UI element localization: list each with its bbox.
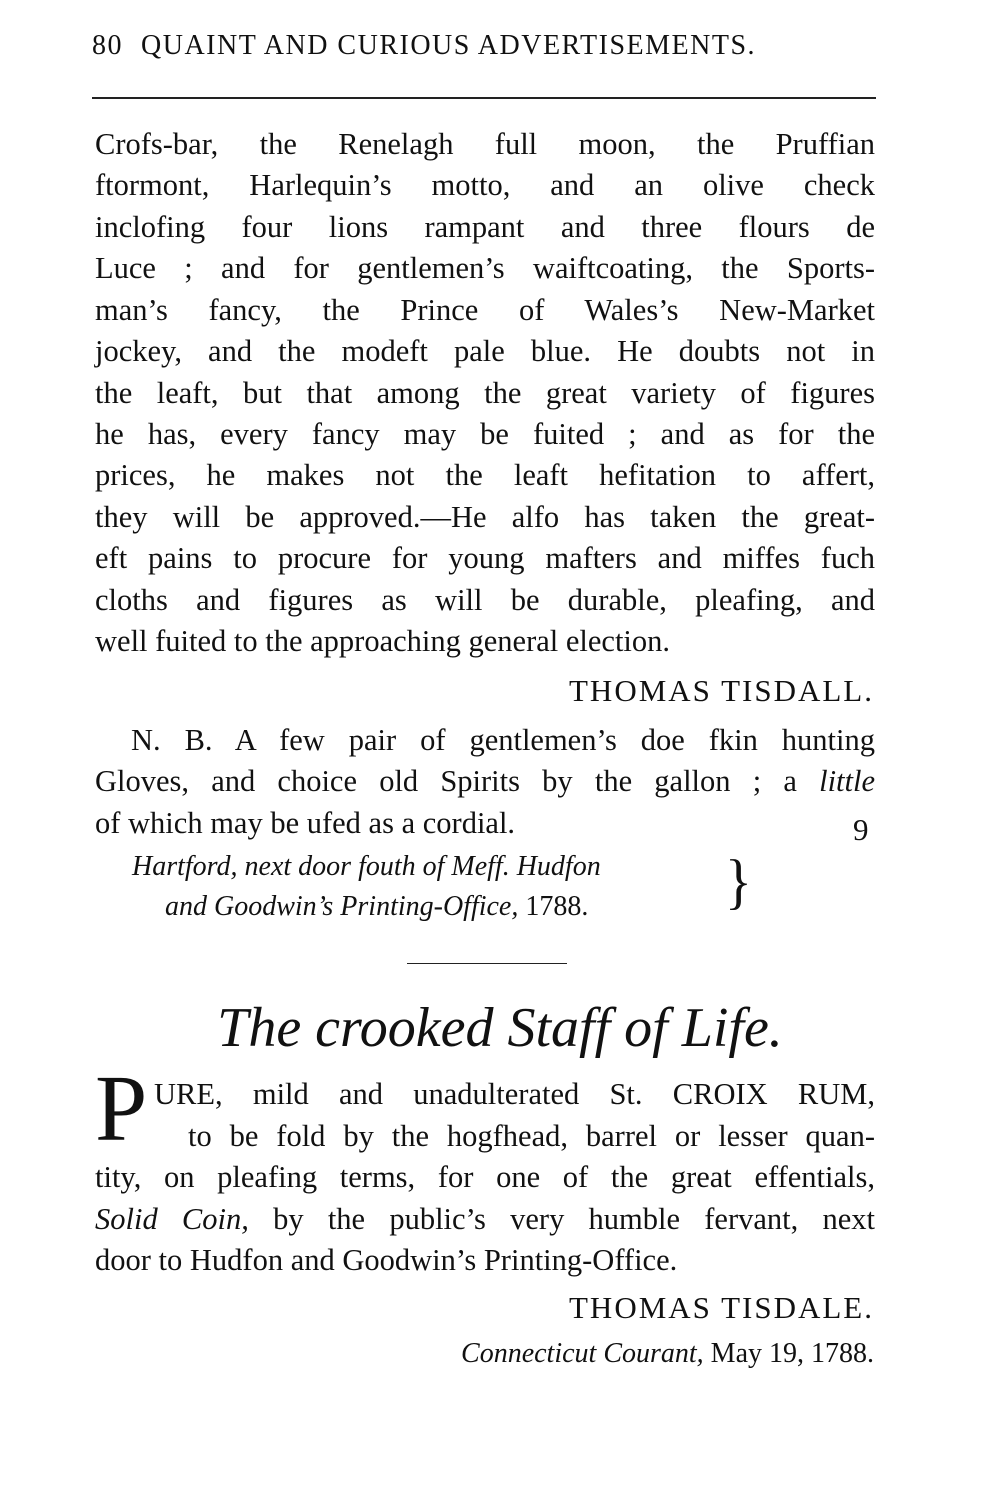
nb-line: of which may be ufed as a cordial.	[95, 806, 516, 840]
body-line: well fuited to the approaching general election.	[95, 624, 671, 658]
body-line: Luce ; and for gentlemen’s waiftcoating, the Sports-	[95, 251, 875, 285]
ad-line: to be fold by the hogfhead, barrel or lesser quan-	[188, 1119, 875, 1153]
place-line	[165, 891, 588, 923]
body-line: cloths and figures as will be durable, pleafing, and	[95, 583, 875, 617]
source-date: May 19, 1788.	[710, 1338, 874, 1369]
body-line: they will be approved.—He alfo has taken the great-	[95, 500, 875, 534]
running-header	[92, 30, 882, 62]
place-year: 1788.	[525, 891, 589, 922]
body-line: inclofing four lions rampant and three flours de	[95, 210, 875, 244]
body-line: Crofs-bar, the Renelagh full moon, the Pruffian	[95, 127, 875, 161]
place-line	[132, 851, 601, 883]
ad-line: tity, on pleafing terms, for one of the great effentials,	[95, 1160, 875, 1194]
place-text: and Goodwin’s Printing-Office,	[165, 891, 519, 922]
italic-phrase: Solid Coin,	[95, 1202, 249, 1236]
body-line: the leaft, but that among the great variety of figures	[95, 376, 875, 410]
body-line: man’s fancy, the Prince of Wales’s New-Market	[95, 293, 875, 327]
ad-number: 9	[853, 812, 869, 847]
body-line: he has, every fancy may be fuited ; and as for the	[95, 417, 875, 451]
nb-text: Gloves, and choice old Spirits by the gallon ; a	[95, 764, 797, 798]
ad-text: by the public’s very humble fervant, next	[273, 1202, 875, 1236]
place-text: Hartford, next door fouth of Meff. Hudfon	[132, 851, 601, 882]
body-line: jockey, and the modeft pale blue. He doubts not in	[95, 334, 875, 368]
body-line: ftormont, Harlequin’s motto, and an olive check	[95, 168, 875, 202]
nb-italic-word: little	[819, 764, 876, 798]
body-line: eft pains to procure for young mafters and miffes fuch	[95, 541, 875, 575]
source-title: Connecticut Courant,	[461, 1338, 704, 1369]
ad-title: The crooked Staff of Life.	[217, 997, 783, 1059]
signature-tisdale: THOMAS TISDALE.	[569, 1290, 874, 1325]
ad-line: door to Hudfon and Goodwin’s Printing-Office.	[95, 1243, 678, 1277]
section-divider	[407, 963, 567, 964]
source-citation	[461, 1338, 874, 1370]
ad-line: URE, mild and unadulterated St. CROIX RUM,	[154, 1077, 875, 1111]
running-title: QUAINT AND CURIOUS ADVERTISEMENTS.	[141, 30, 757, 61]
nb-line	[95, 761, 875, 802]
header-rule	[92, 97, 876, 99]
body-line: prices, he makes not the leaft hefitation to affert,	[95, 458, 875, 492]
page-number: 80	[92, 30, 123, 61]
nb-line: N. B. A few pair of gentlemen’s doe fkin hunting	[131, 723, 875, 757]
right-brace-icon: }	[725, 847, 752, 917]
signature-tisdall: THOMAS TISDALL.	[569, 673, 874, 708]
ad-line	[95, 1199, 875, 1240]
drop-cap: P	[95, 1057, 148, 1161]
